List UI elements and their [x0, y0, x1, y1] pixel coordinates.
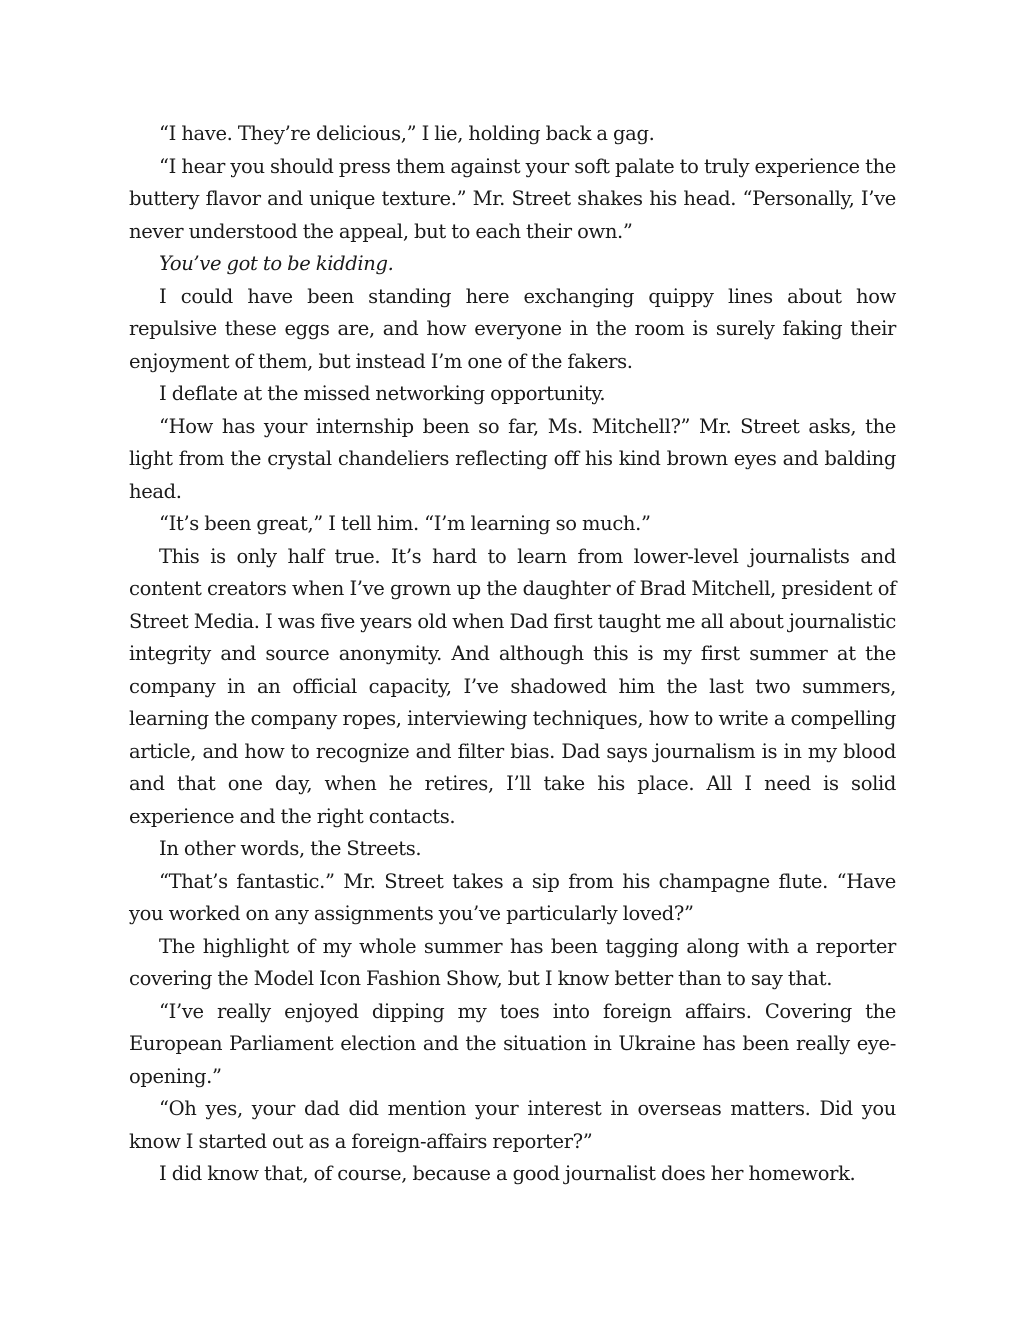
book-page-body	[129, 118, 896, 1191]
paragraph: I deflate at the missed networking opportunity.	[159, 382, 606, 405]
paragraph: I did know that, of course, because a good journalist does her homework.	[159, 1162, 856, 1185]
paragraph: I could have been standing here exchanging quippy lines about how repulsive these eggs are, and how everyone in the room is surely faking their enjoyment of them, but instead I’m one of the fakers.	[129, 284, 896, 373]
paragraph: “I’ve really enjoyed dipping my toes into foreign affairs. Covering the European Parliament election and the situation in Ukraine has been really eye-opening.”	[129, 999, 896, 1088]
paragraph: In other words, the Streets.	[159, 837, 422, 860]
paragraph: “I have. They’re delicious,” I lie, holding back a gag.	[159, 122, 655, 145]
paragraph: The highlight of my whole summer has been tagging along with a reporter covering the Model Icon Fashion Show, but I know better than to say that.	[129, 934, 896, 990]
paragraph: “That’s fantastic.” Mr. Street takes a sip from his champagne flute. “Have you worked on any assignments you’ve particularly loved?”	[129, 869, 896, 925]
paragraph: This is only half true. It’s hard to learn from lower-level journalists and content creators when I’ve grown up the daughter of Brad Mitchell, president of Street Media. I was five years old when Dad first taught me all about journalistic integrity and source anonymity. And although this is my first summer at the company in an official capacity, I’ve shadowed him the last two summers, learning the company ropes, interviewing techniques, how to write a compelling article, and how to recognize and filter bias. Dad says journalism is in my blood and that one day, when he retires, I’ll take his place. All I need is solid experience and the right contacts.	[129, 544, 896, 828]
paragraph: “It’s been great,” I tell him. “I’m learning so much.”	[159, 512, 651, 535]
paragraph: “I hear you should press them against your soft palate to truly experience the buttery flavor and unique texture.” Mr. Street shakes his head. “Personally, I’ve never understood the appeal, but to each their own.”	[129, 154, 896, 243]
paragraph: “How has your internship been so far, Ms. Mitchell?” Mr. Street asks, the light from the crystal chandeliers reflecting off his kind brown eyes and balding head.	[129, 414, 896, 503]
paragraph-italic-thought: You’ve got to be kidding.	[159, 252, 394, 275]
paragraph: “Oh yes, your dad did mention your interest in overseas matters. Did you know I started out as a foreign-affairs reporter?”	[129, 1097, 896, 1153]
